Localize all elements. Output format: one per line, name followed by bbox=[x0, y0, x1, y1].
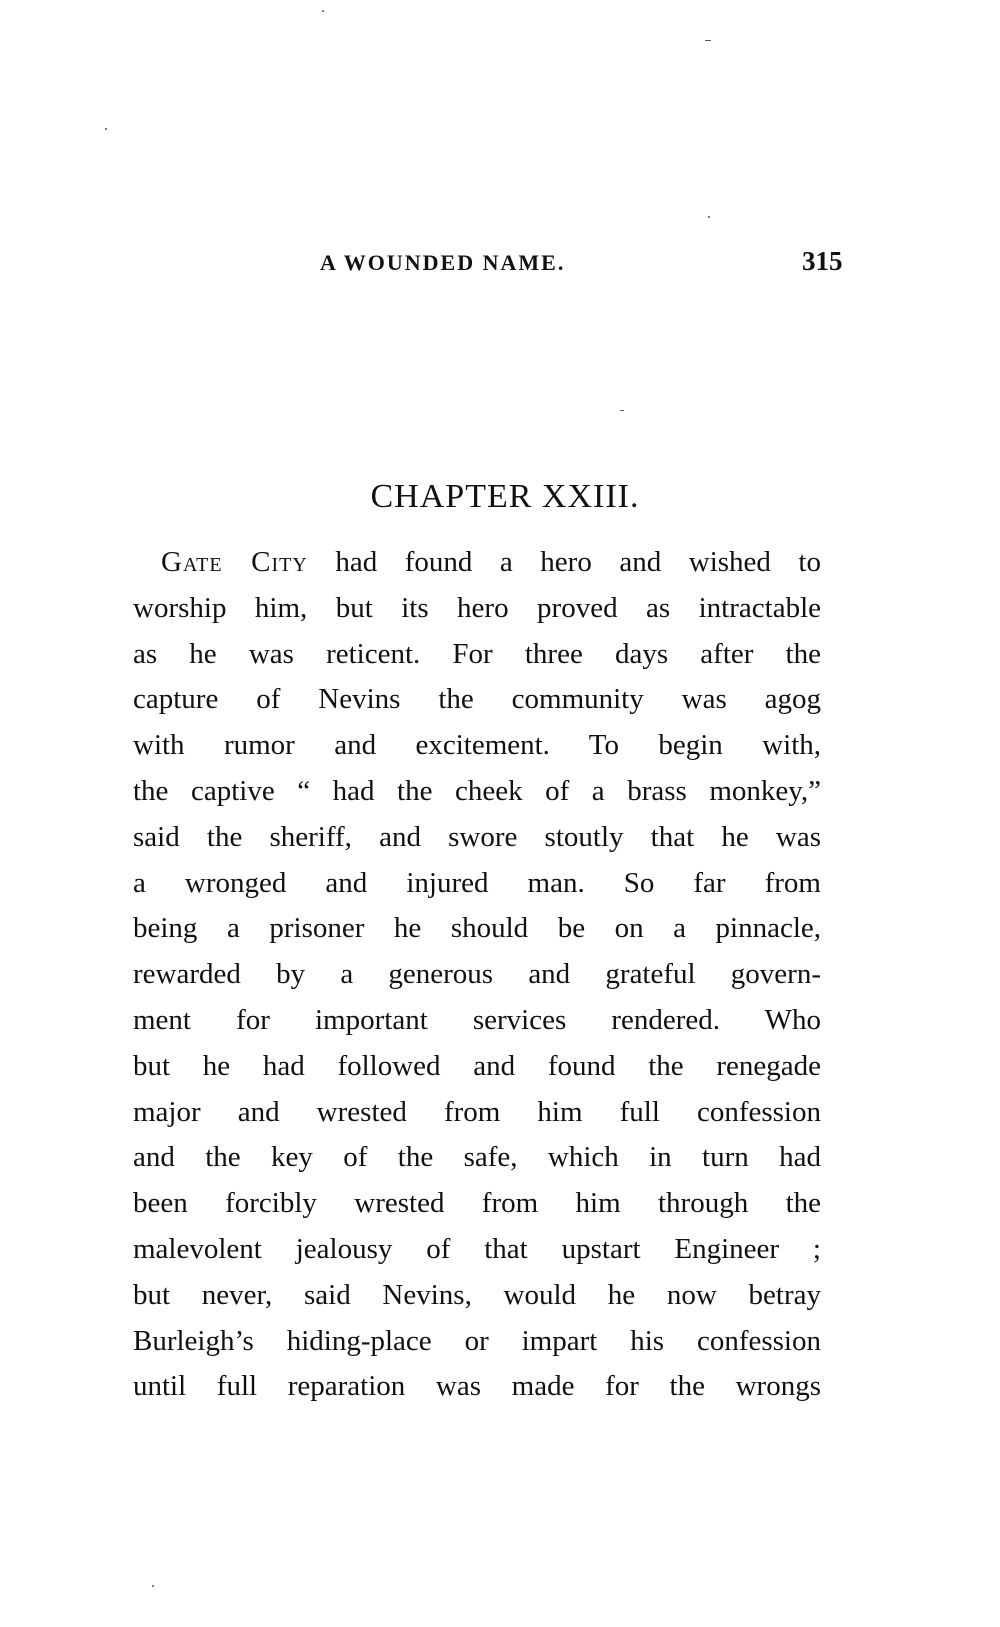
chapter-title: CHAPTER XXIII. bbox=[370, 478, 640, 515]
text-line: until full reparation was made for the wrongs bbox=[133, 1370, 821, 1403]
text-line: said the sheriff, and swore stoutly that he was bbox=[133, 820, 821, 853]
text-line: ment for important services rendered. Who bbox=[133, 1003, 821, 1036]
scan-speck bbox=[322, 10, 324, 12]
text-line: been forcibly wrested from him through the bbox=[133, 1187, 821, 1220]
scan-speck bbox=[705, 40, 711, 41]
text-line: malevolent jealousy of that upstart Engineer ; bbox=[133, 1232, 821, 1265]
running-head: A WOUNDED NAME. bbox=[320, 250, 566, 275]
text-line: as he was reticent. For three days after the bbox=[133, 637, 821, 670]
page-number: 315 bbox=[802, 246, 843, 276]
text-line: but never, said Nevins, would he now betray bbox=[133, 1278, 821, 1311]
text-line: but he had followed and found the renegade bbox=[133, 1049, 821, 1082]
text-line: and the key of the safe, which in turn had bbox=[133, 1141, 821, 1174]
text-line: Burleigh’s hiding-place or impart his confession bbox=[133, 1324, 821, 1357]
text-line: with rumor and excitement. To begin with, bbox=[133, 729, 821, 762]
text-line: major and wrested from him full confession bbox=[133, 1095, 821, 1128]
scan-speck bbox=[152, 1585, 154, 1587]
text-line: being a prisoner he should be on a pinnacle, bbox=[133, 912, 821, 945]
text-line: capture of Nevins the community was agog bbox=[133, 683, 821, 716]
text-line: rewarded by a generous and grateful govern- bbox=[133, 958, 821, 991]
text-line: Gate City had found a hero and wished to bbox=[161, 546, 821, 578]
text-line: the captive “ had the cheek of a brass monkey,” bbox=[133, 774, 821, 807]
body-paragraph bbox=[133, 540, 821, 1410]
scan-speck bbox=[105, 128, 107, 130]
scan-speck bbox=[620, 410, 624, 411]
text-line: worship him, but its hero proved as intractable bbox=[133, 591, 821, 624]
text-line: a wronged and injured man. So far from bbox=[133, 866, 821, 899]
scan-speck bbox=[708, 216, 710, 218]
opening-words: Gate City bbox=[161, 546, 308, 578]
